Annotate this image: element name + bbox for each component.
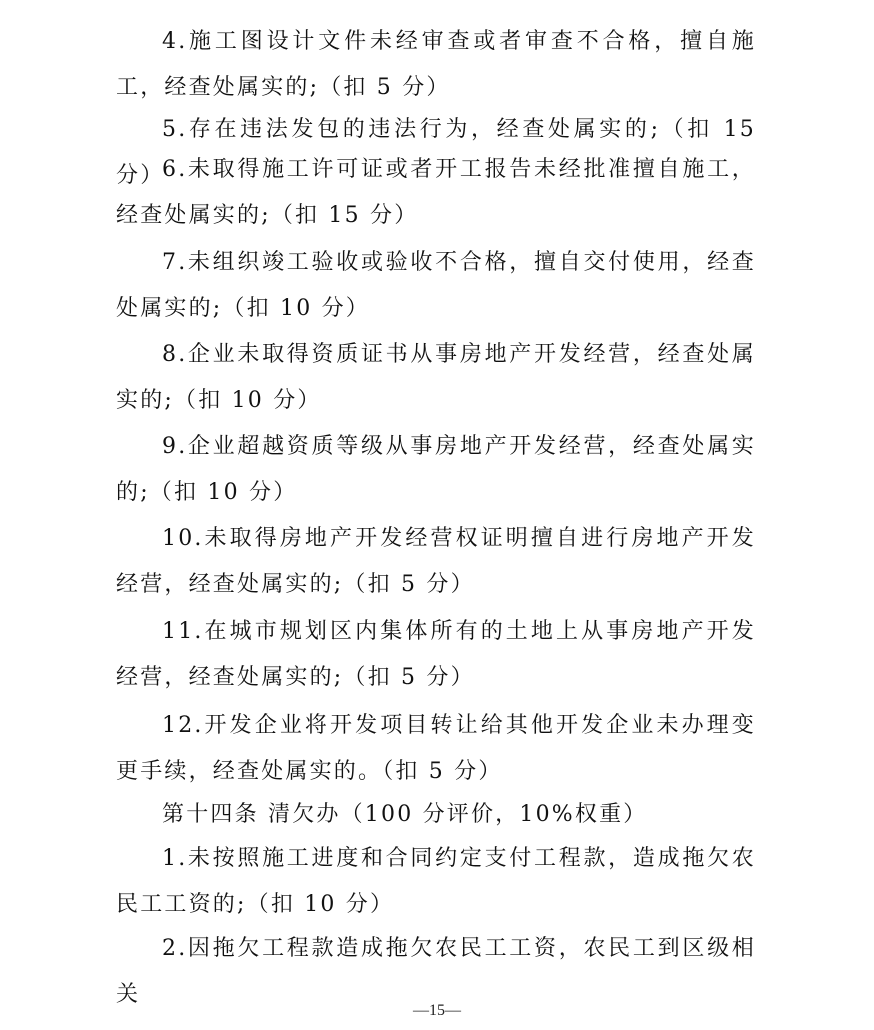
paragraph-clearance-1: 1.未按照施工进度和合同约定支付工程款，造成拖欠农民工工资的;（扣 10 分） bbox=[116, 846, 756, 917]
paragraph-item-8: 8.企业未取得资质证书从事房地产开发经营，经查处属实的;（扣 10 分） bbox=[116, 342, 756, 413]
paragraph-item-10: 10.未取得房地产开发经营权证明擅自进行房地产开发经营，经查处属实的;（扣 5 分） bbox=[116, 526, 756, 597]
paragraph-item-5: 5.存在违法发包的违法行为，经查处属实的;（扣 15 分） bbox=[116, 117, 756, 188]
paragraph-item-12: 12.开发企业将开发项目转让给其他开发企业未办理变更手续，经查处属实的。（扣 5 分） bbox=[116, 713, 756, 784]
paragraph-clearance-2: 2.因拖欠工程款造成拖欠农民工工资，农民工到区级相关 bbox=[116, 936, 756, 1007]
article-heading-14: 第十四条 清欠办（100 分评价，10%权重） bbox=[162, 802, 648, 827]
paragraph-item-6: 6.未取得施工许可证或者开工报告未经批准擅自施工，经查处属实的;（扣 15 分） bbox=[116, 157, 756, 228]
paragraph-item-9: 9.企业超越资质等级从事房地产开发经营，经查处属实的;（扣 10 分） bbox=[116, 434, 756, 505]
paragraph-item-7: 7.未组织竣工验收或验收不合格，擅自交付使用，经查处属实的;（扣 10 分） bbox=[116, 250, 756, 321]
page-number: —15— bbox=[413, 1002, 461, 1019]
paragraph-item-11: 11.在城市规划区内集体所有的土地上从事房地产开发经营，经查处属实的;（扣 5 分） bbox=[116, 619, 756, 690]
paragraph-item-4: 4.施工图设计文件未经审查或者审查不合格，擅自施工，经查处属实的;（扣 5 分） bbox=[116, 29, 756, 100]
